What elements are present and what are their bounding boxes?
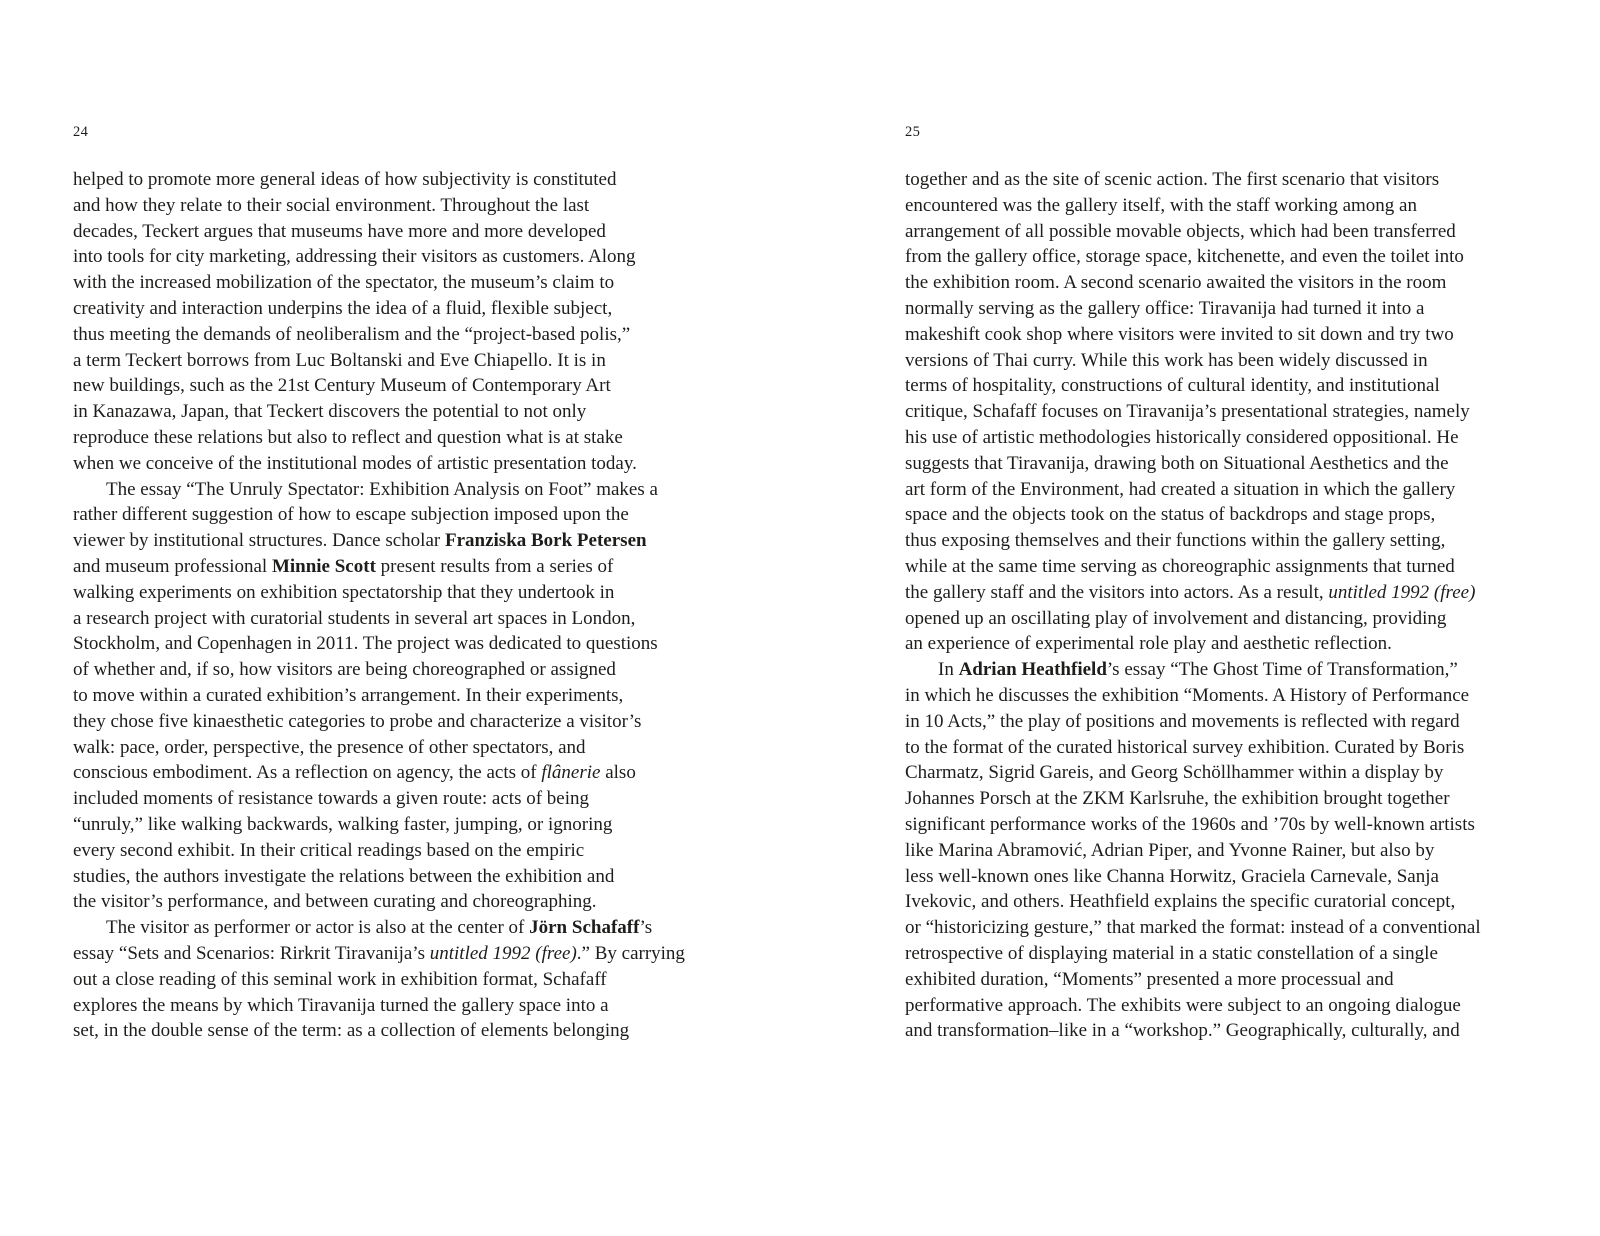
text-segment: .” By carrying	[576, 942, 685, 964]
text-segment: a term Teckert borrows from Luc Boltanski and Eve Chiapello. It is in	[73, 349, 606, 371]
text-segment: viewer by institutional structures. Dance scholar	[73, 530, 445, 552]
text-line	[73, 244, 685, 270]
text-line	[73, 786, 685, 812]
text-segment: retrospective of displaying material in a static constellation of a single	[905, 942, 1438, 964]
text-segment: thus exposing themselves and their functions within the gallery setting,	[905, 530, 1446, 552]
text-segment: they chose five kinaesthetic categories to probe and characterize a visitor’s	[73, 710, 642, 732]
text-line	[73, 528, 685, 554]
text-segment: normally serving as the gallery office: Tiravanija had turned it into a	[905, 297, 1425, 319]
text-segment: with the increased mobilization of the spectator, the museum’s claim to	[73, 272, 615, 294]
text-line	[905, 657, 1481, 683]
text-line	[73, 502, 685, 528]
text-line	[73, 167, 685, 193]
text-segment: significant performance works of the 1960s and ’70s by well-known artists	[905, 813, 1475, 835]
text-segment: performative approach. The exhibits were subject to an ongoing dialogue	[905, 994, 1461, 1016]
text-segment: also	[600, 762, 636, 784]
text-line	[73, 425, 685, 451]
text-segment: terms of hospitality, constructions of cultural identity, and institutional	[905, 375, 1440, 397]
text-line	[73, 889, 685, 915]
text-line	[73, 915, 685, 941]
text-segment: a research project with curatorial students in several art spaces in London,	[73, 607, 636, 629]
text-line	[73, 1018, 685, 1044]
text-segment: versions of Thai curry. While this work has been widely discussed in	[905, 349, 1428, 371]
text-line	[905, 838, 1481, 864]
text-line	[905, 554, 1481, 580]
text-segment: encountered was the gallery itself, with the staff working among an	[905, 194, 1417, 216]
text-line	[905, 296, 1481, 322]
text-line	[905, 348, 1481, 374]
text-line	[905, 812, 1481, 838]
text-segment: rather different suggestion of how to escape subjection imposed upon the	[73, 504, 629, 526]
text-segment: critique, Schafaff focuses on Tiravanija’s presentational strategies, namely	[905, 401, 1470, 423]
text-segment: and museum professional	[73, 555, 272, 577]
text-segment: The essay “The Unruly Spectator: Exhibition Analysis on Foot” makes a	[106, 478, 658, 500]
text-segment: or “historicizing gesture,” that marked the format: instead of a conventional	[905, 917, 1481, 939]
text-line	[905, 167, 1481, 193]
text-segment: included moments of resistance towards a given route: acts of being	[73, 788, 590, 810]
text-segment: every second exhibit. In their critical readings based on the empiric	[73, 839, 585, 861]
text-line	[73, 993, 685, 1019]
text-line	[905, 322, 1481, 348]
text-segment: Jörn Schafaff	[529, 917, 640, 939]
text-line	[905, 967, 1481, 993]
text-segment: from the gallery office, storage space, kitchenette, and even the toilet into	[905, 246, 1464, 268]
text-segment: and transformation–like in a “workshop.” Geographically, culturally, and	[905, 1020, 1460, 1042]
text-line	[905, 941, 1481, 967]
text-segment: Minnie Scott	[271, 555, 376, 577]
text-line	[905, 244, 1481, 270]
text-segment: while at the same time serving as choreographic assignments that turned	[905, 555, 1455, 577]
text-line	[73, 451, 685, 477]
text-line	[905, 760, 1481, 786]
text-segment: Stockholm, and Copenhagen in 2011. The project was dedicated to questions	[73, 633, 658, 655]
text-segment: creativity and interaction underpins the idea of a fluid, flexible subject,	[73, 297, 613, 319]
text-line	[73, 838, 685, 864]
text-line	[905, 864, 1481, 890]
text-segment: studies, the authors investigate the relations between the exhibition and	[73, 865, 615, 887]
text-line	[905, 399, 1481, 425]
text-segment: in which he discusses the exhibition “Moments. A History of Performance	[905, 684, 1470, 706]
text-segment: space and the objects took on the status of backdrops and stage props,	[905, 504, 1436, 526]
text-line	[905, 606, 1481, 632]
text-segment: exhibited duration, “Moments” presented a more processual and	[905, 968, 1394, 990]
text-line	[73, 373, 685, 399]
text-line	[905, 889, 1481, 915]
text-segment: an experience of experimental role play and aesthetic reflection.	[905, 633, 1392, 655]
text-line	[905, 451, 1481, 477]
page-number-left: 24	[73, 124, 89, 140]
text-segment: ’s essay “The Ghost Time of Transformation,”	[1106, 659, 1458, 681]
text-segment: like Marina Abramović, Adrian Piper, and Yvonne Rainer, but also by	[905, 839, 1435, 861]
text-segment: “unruly,” like walking backwards, walking faster, jumping, or ignoring	[73, 813, 613, 835]
text-segment: of whether and, if so, how visitors are being choreographed or assigned	[73, 659, 616, 681]
text-segment: the gallery staff and the visitors into actors. As a result,	[905, 581, 1329, 603]
text-line	[905, 502, 1481, 528]
right-page-text	[905, 167, 1481, 1044]
text-line	[73, 967, 685, 993]
text-segment: thus meeting the demands of neoliberalism and the “project-based polis,”	[73, 323, 631, 345]
text-line	[73, 709, 685, 735]
text-segment: his use of artistic methodologies historically considered oppositional. He	[905, 426, 1459, 448]
text-line	[73, 348, 685, 374]
text-line	[905, 477, 1481, 503]
text-segment: explores the means by which Tiravanija turned the gallery space into a	[73, 994, 609, 1016]
text-segment: Franziska Bork Petersen	[444, 530, 647, 552]
text-segment: to move within a curated exhibition’s arrangement. In their experiments,	[73, 684, 624, 706]
text-segment: ’s	[639, 917, 653, 939]
text-segment: flânerie	[541, 762, 601, 784]
text-line	[905, 425, 1481, 451]
text-segment: helped to promote more general ideas of how subjectivity is constituted	[73, 169, 617, 190]
text-segment: Adrian Heathfield	[958, 659, 1107, 681]
text-segment: in Kanazawa, Japan, that Teckert discovers the potential to not only	[73, 401, 587, 423]
text-segment: essay “Sets and Scenarios: Rirkrit Tiravanija’s	[73, 942, 430, 964]
text-segment: Charmatz, Sigrid Gareis, and Georg Schöllhammer within a display by	[905, 762, 1444, 784]
text-line	[905, 735, 1481, 761]
text-line	[73, 735, 685, 761]
text-line	[905, 631, 1481, 657]
text-line	[905, 683, 1481, 709]
text-line	[905, 270, 1481, 296]
text-line	[73, 941, 685, 967]
text-line	[905, 709, 1481, 735]
text-segment: the visitor’s performance, and between curating and choreographing.	[73, 891, 597, 913]
text-line	[73, 296, 685, 322]
text-line	[73, 580, 685, 606]
text-line	[73, 760, 685, 786]
text-line	[73, 864, 685, 890]
text-line	[73, 812, 685, 838]
text-segment: present results from a series of	[375, 555, 614, 577]
text-line	[905, 193, 1481, 219]
text-segment: into tools for city marketing, addressing their visitors as customers. Along	[73, 246, 636, 268]
text-line	[905, 373, 1481, 399]
text-line	[73, 554, 685, 580]
text-segment: set, in the double sense of the term: as a collection of elements belonging	[73, 1020, 630, 1042]
text-line	[905, 219, 1481, 245]
text-segment: in 10 Acts,” the play of positions and movements is reflected with regard	[905, 710, 1460, 732]
text-segment: suggests that Tiravanija, drawing both on Situational Aesthetics and the	[905, 452, 1449, 474]
text-segment: the exhibition room. A second scenario awaited the visitors in the room	[905, 272, 1447, 294]
text-line	[905, 528, 1481, 554]
text-line	[73, 477, 685, 503]
text-segment: untitled 1992 (free)	[429, 942, 577, 964]
text-segment: decades, Teckert argues that museums have more and more developed	[73, 220, 606, 242]
text-segment: walking experiments on exhibition spectatorship that they undertook in	[73, 581, 615, 603]
text-segment: to the format of the curated historical survey exhibition. Curated by Boris	[905, 736, 1465, 758]
text-line	[905, 786, 1481, 812]
text-line	[905, 915, 1481, 941]
text-line	[73, 219, 685, 245]
text-segment: conscious embodiment. As a reflection on agency, the acts of	[73, 762, 542, 784]
text-line	[73, 683, 685, 709]
text-segment: Johannes Porsch at the ZKM Karlsruhe, the exhibition brought together	[905, 788, 1450, 810]
text-segment: when we conceive of the institutional modes of artistic presentation today.	[73, 452, 637, 474]
text-segment: art form of the Environment, had created a situation in which the gallery	[905, 478, 1456, 500]
text-line	[73, 631, 685, 657]
text-segment: Ivekovic, and others. Heathfield explains the specific curatorial concept,	[905, 891, 1456, 913]
text-segment: makeshift cook shop where visitors were invited to sit down and try two	[905, 323, 1454, 345]
text-segment: arrangement of all possible movable objects, which had been transferred	[905, 220, 1456, 242]
text-segment: together and as the site of scenic action. The first scenario that visitors	[905, 169, 1440, 190]
text-segment: walk: pace, order, perspective, the presence of other spectators, and	[73, 736, 586, 758]
text-line	[73, 399, 685, 425]
text-segment: less well-known ones like Channa Horwitz, Graciela Carnevale, Sanja	[905, 865, 1439, 887]
text-segment: untitled 1992 (free)	[1328, 581, 1476, 603]
text-line	[73, 657, 685, 683]
left-page	[73, 0, 713, 1236]
text-line	[905, 993, 1481, 1019]
text-line	[73, 606, 685, 632]
text-segment: out a close reading of this seminal work in exhibition format, Schafaff	[73, 968, 607, 990]
text-segment: opened up an oscillating play of involvement and distancing, providing	[905, 607, 1447, 629]
text-segment: The visitor as performer or actor is also at the center of	[106, 917, 530, 939]
text-segment: and how they relate to their social environment. Throughout the last	[73, 194, 590, 216]
left-page-text	[73, 167, 685, 1044]
page-number-right: 25	[905, 124, 921, 140]
text-line	[73, 193, 685, 219]
right-page	[905, 0, 1545, 1236]
text-segment: In	[938, 659, 959, 681]
text-line	[73, 322, 685, 348]
text-line	[905, 1018, 1481, 1044]
text-line	[905, 580, 1481, 606]
text-segment: new buildings, such as the 21st Century Museum of Contemporary Art	[73, 375, 611, 397]
text-line	[73, 270, 685, 296]
text-segment: reproduce these relations but also to reflect and question what is at stake	[73, 426, 623, 448]
